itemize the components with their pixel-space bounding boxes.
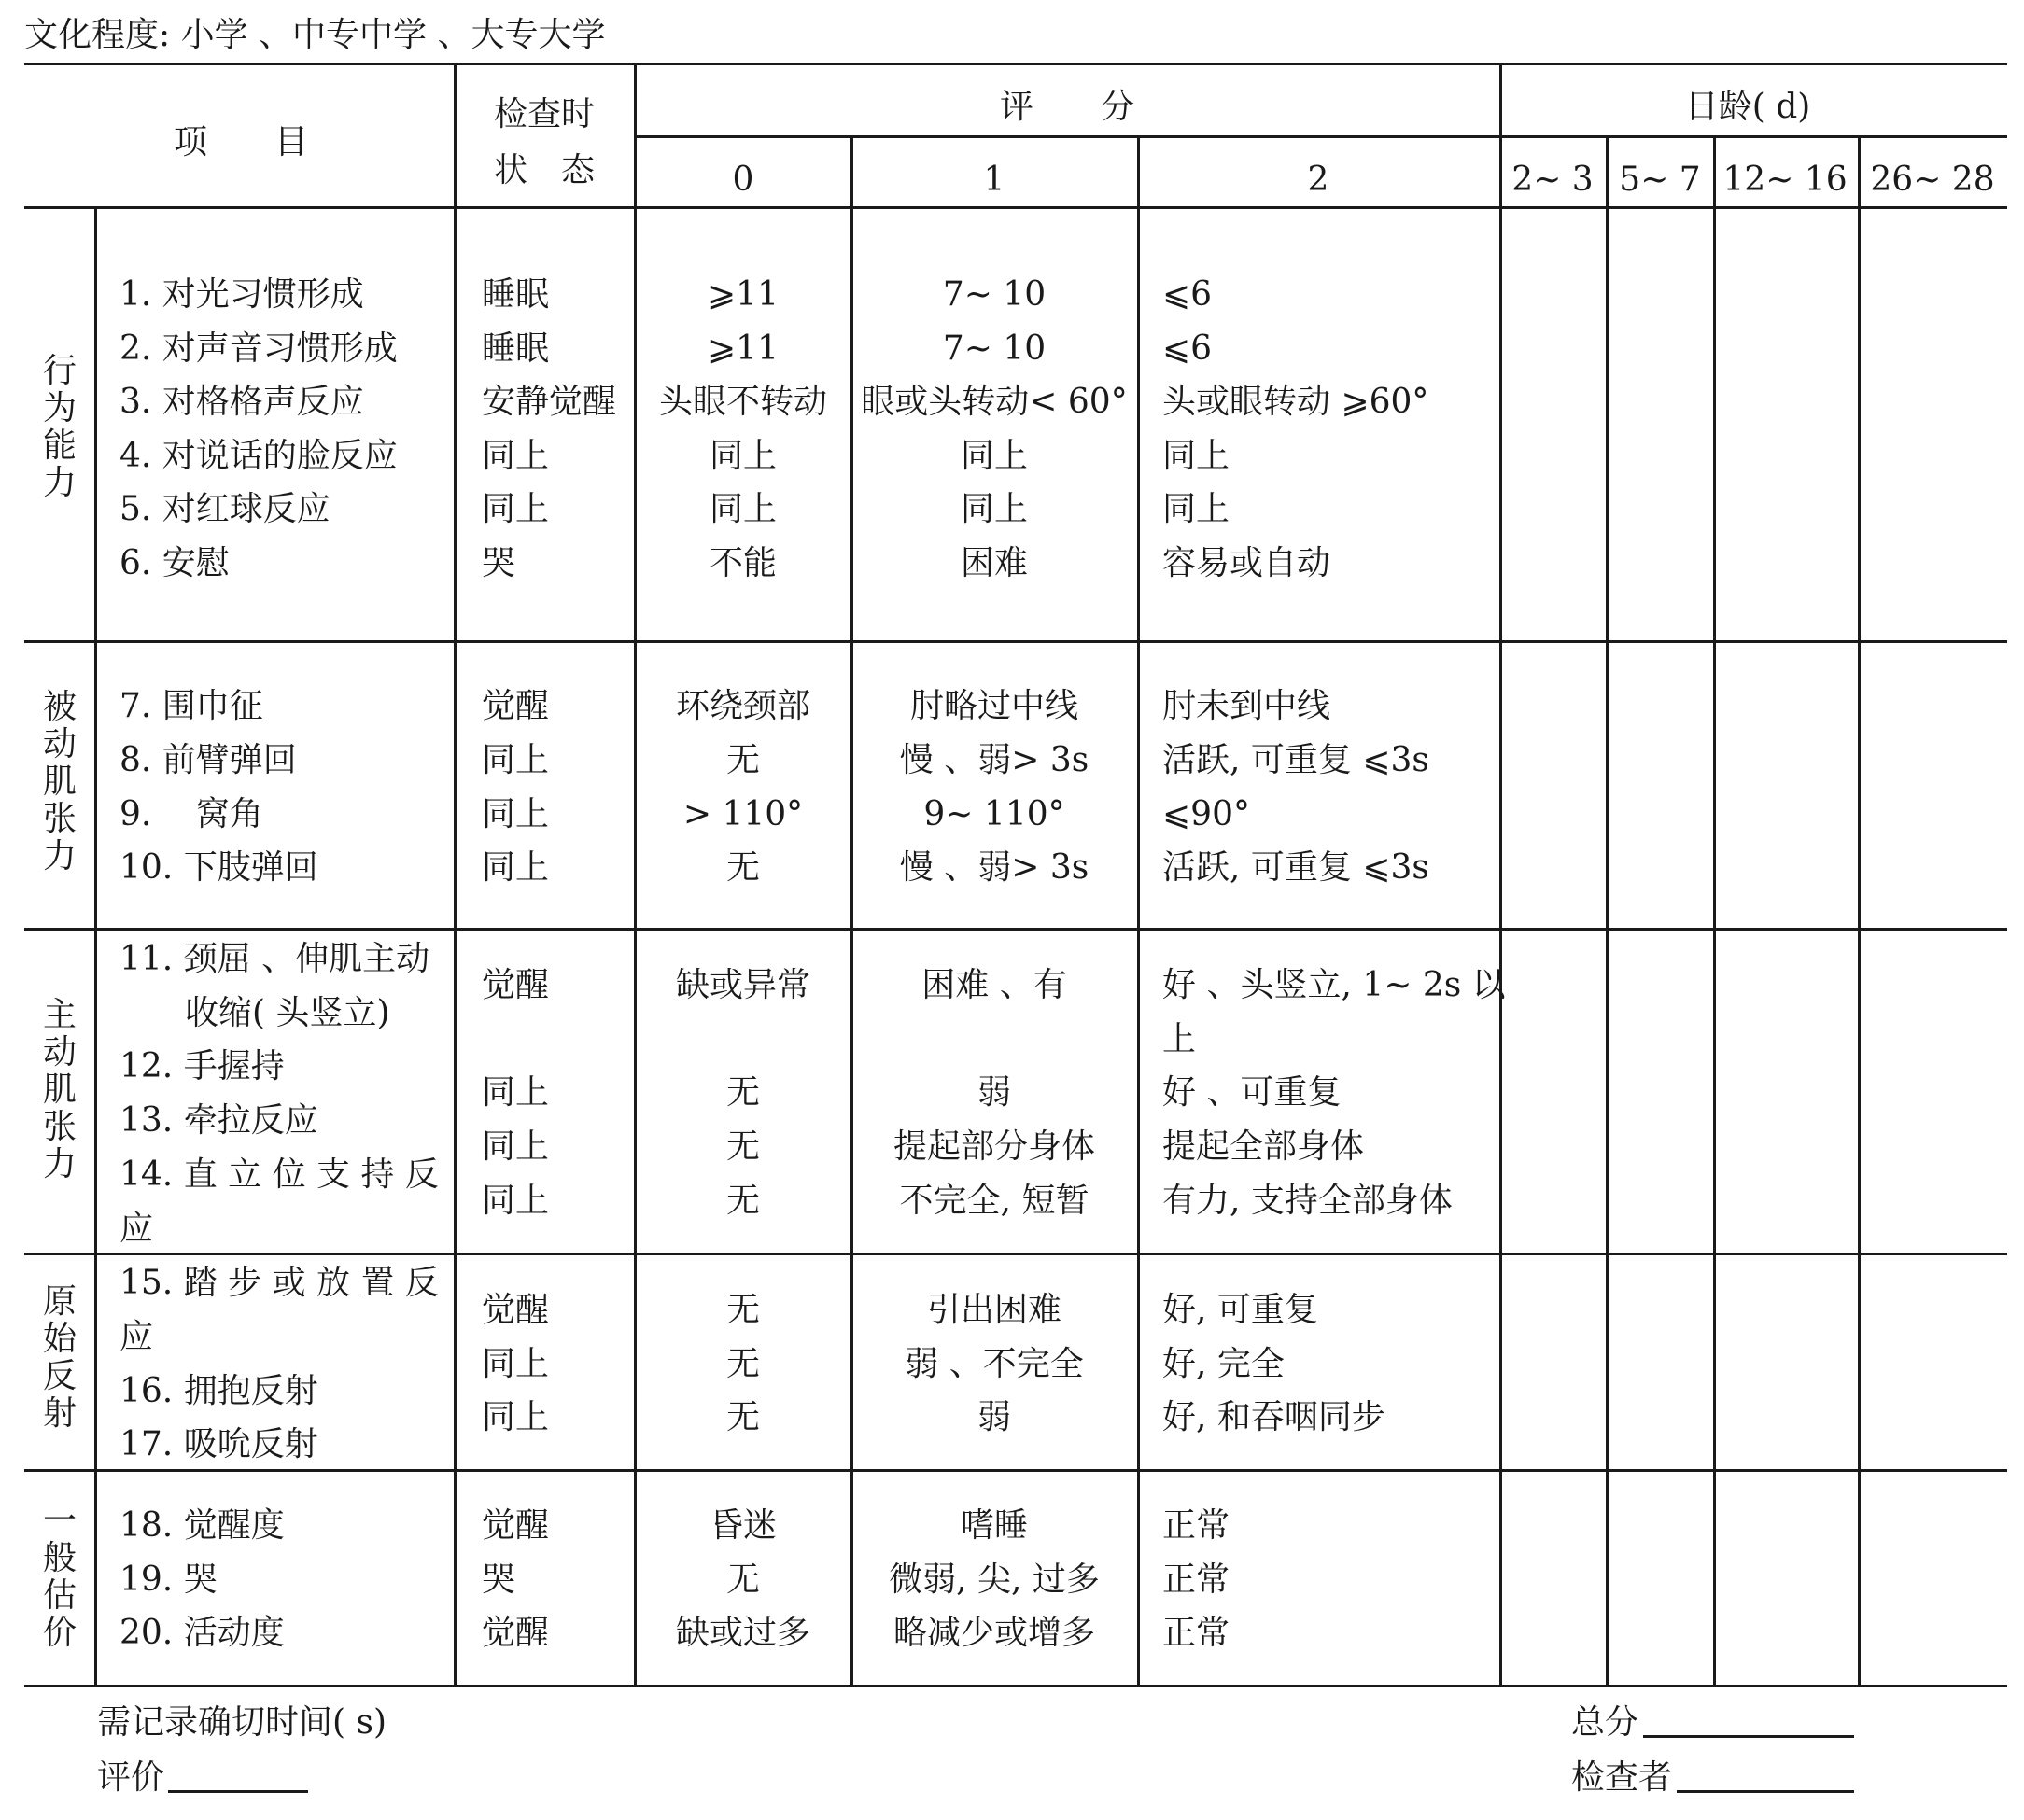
row-score-1: 嗜睡 [960,1506,1029,1545]
group-divider [24,928,2007,931]
row-score-2: 正常 [1162,1561,1230,1599]
evaluation-blank[interactable] [168,1790,308,1793]
row-score-2: 正常 [1162,1506,1230,1545]
row-score-2: 提起全部身体 [1162,1127,1365,1166]
column-rule [850,136,853,1686]
row-score-0: 昏迷 [709,1506,778,1545]
row-score-1: 9~ 110° [923,795,1065,833]
row-score-2-cont: 上 [1162,1020,1197,1058]
row-item-cont: 应 [119,1318,154,1356]
education-level: 文化程度: 小学 、中专中学 、大专大学 [24,16,606,54]
row-score-2: ⩽6 [1162,329,1213,368]
row-score-2: 好 、头竖立, 1~ 2s 以 [1162,966,1506,1004]
column-rule [1713,136,1716,1686]
column-rule [634,63,637,1686]
age-col-2-3: 2~ 3 [1511,161,1594,199]
row-score-0: 无 [725,1073,761,1112]
row-score-0: 无 [725,1182,761,1220]
time-note: 需记录确切时间( s) [97,1703,387,1742]
row-score-0: > 110° [682,795,804,833]
group-label: 被动肌张力 [42,688,77,875]
row-score-2: ⩽90° [1162,795,1250,833]
row-item: 19. 哭 [119,1561,218,1599]
header-state-line1: 检查时 [493,95,596,133]
row-score-1: 不完全, 短暂 [899,1182,1089,1220]
row-item: 11. 颈屈 、伸肌主动 [119,940,430,978]
table-top-rule [24,63,2007,65]
column-rule [1499,63,1502,1686]
row-score-2: ⩽6 [1162,275,1213,314]
header-age: 日龄( d) [1684,88,1811,126]
row-score-1: 弱 [977,1398,1012,1436]
row-item: 3. 对格格声反应 [119,383,364,421]
row-score-0: 同上 [709,437,778,475]
row-score-1: 困难 、有 [921,966,1067,1004]
row-score-0: 无 [725,1398,761,1436]
row-score-0: ⩾11 [708,329,779,368]
row-item: 8. 前臂弹回 [119,741,297,779]
score-col-1: 1 [983,161,1005,199]
row-score-0: 头眼不转动 [658,383,828,421]
group-divider [24,1253,2007,1255]
row-score-1: 引出困难 [926,1291,1062,1329]
row-item: 16. 拥抱反射 [119,1372,318,1410]
row-score-0: ⩾11 [708,275,779,314]
age-col-12-16: 12~ 16 [1722,161,1848,199]
row-state: 觉醒 [482,687,550,725]
row-item: 9. 窝角 [119,795,263,833]
row-item: 2. 对声音习惯形成 [119,329,398,368]
row-score-1: 慢 、弱> 3s [899,848,1089,887]
group-label: 行为能力 [42,352,77,502]
row-state: 同上 [482,1073,550,1112]
group-column-rule [94,207,97,1686]
row-state: 同上 [482,741,550,779]
column-rule [1606,136,1609,1686]
table-bottom-rule [24,1685,2007,1687]
row-score-1: 弱 、不完全 [905,1345,1084,1383]
row-score-2: 好, 和吞咽同步 [1162,1398,1385,1436]
row-state: 觉醒 [482,1291,550,1329]
row-score-2: 肘未到中线 [1162,687,1331,725]
row-score-0: 无 [725,1127,761,1166]
row-score-2: 好 、可重复 [1162,1073,1342,1112]
row-score-2: 正常 [1162,1614,1230,1652]
row-item: 1. 对光习惯形成 [119,275,364,314]
age-col-26-28: 26~ 28 [1870,161,1995,199]
row-score-1: 7~ 10 [942,329,1047,368]
row-score-0: 无 [725,1291,761,1329]
row-item-cont: 应 [119,1210,154,1248]
header-item: 项 目 [173,123,309,161]
row-score-1: 肘略过中线 [909,687,1079,725]
examiner-label: 检查者 [1571,1758,1673,1797]
row-score-0: 同上 [709,490,778,528]
row-state: 同上 [482,1398,550,1436]
row-item: 15. 踏 步 或 放 置 反 [119,1264,439,1302]
row-score-0: 无 [725,1561,761,1599]
row-state: 觉醒 [482,1614,550,1652]
column-rule [1858,136,1861,1686]
group-label: 原始反射 [42,1282,77,1433]
row-item: 5. 对红球反应 [119,490,330,528]
group-divider [24,1469,2007,1472]
score-col-0: 0 [732,161,754,199]
row-score-0: 不能 [709,544,778,582]
row-score-0: 无 [725,848,761,887]
header-state-line2: 状 态 [493,151,596,189]
row-score-1: 同上 [960,490,1029,528]
row-state: 同上 [482,1345,550,1383]
row-score-2: 容易或自动 [1162,544,1331,582]
row-score-2: 好, 可重复 [1162,1291,1318,1329]
header-bottom-rule [24,206,2007,209]
row-score-2: 头或眼转动 ⩾60° [1162,383,1429,421]
total-score-blank[interactable] [1643,1735,1854,1738]
row-item: 4. 对说话的脸反应 [119,437,398,475]
column-rule [1137,136,1140,1686]
row-score-0: 缺或异常 [675,966,811,1004]
row-score-1: 同上 [960,437,1029,475]
row-state: 睡眠 [482,329,550,368]
row-score-1: 眼或头转动< 60° [861,383,1128,421]
age-col-5-7: 5~ 7 [1619,161,1701,199]
examiner-blank[interactable] [1677,1790,1854,1793]
row-score-2: 活跃, 可重复 ⩽3s [1162,848,1429,887]
score-col-2: 2 [1307,161,1329,199]
row-score-1: 慢 、弱> 3s [899,741,1089,779]
row-state: 觉醒 [482,966,550,1004]
row-score-1: 7~ 10 [942,275,1047,314]
row-state: 同上 [482,437,550,475]
row-score-1: 弱 [977,1073,1012,1112]
row-item: 20. 活动度 [119,1614,285,1652]
age-header-rule [1501,135,2007,138]
row-state: 同上 [482,795,550,833]
group-label: 一般估价 [42,1502,77,1652]
row-score-2: 活跃, 可重复 ⩽3s [1162,741,1429,779]
score-header-rule [635,135,1501,138]
row-score-2: 同上 [1162,490,1230,528]
row-score-2: 同上 [1162,437,1230,475]
row-item: 12. 手握持 [119,1047,285,1085]
row-item-cont: 收缩( 头竖立) [185,994,390,1032]
row-score-2: 有力, 支持全部身体 [1162,1182,1453,1220]
evaluation-label: 评价 [97,1758,165,1797]
header-score: 评 分 [999,88,1135,126]
row-score-1: 困难 [960,544,1029,582]
row-score-1: 微弱, 尖, 过多 [889,1561,1100,1599]
row-item: 7. 围巾征 [119,687,263,725]
row-state: 同上 [482,848,550,887]
row-item: 6. 安慰 [119,544,230,582]
row-item: 10. 下肢弹回 [119,848,318,887]
row-score-0: 环绕颈部 [675,687,811,725]
row-score-1: 提起部分身体 [893,1127,1096,1166]
row-item: 13. 牵拉反应 [119,1101,318,1140]
column-rule [454,63,457,1686]
row-score-2: 好, 完全 [1162,1345,1285,1383]
row-state: 同上 [482,490,550,528]
row-score-0: 无 [725,741,761,779]
row-item: 14. 直 立 位 支 持 反 [119,1155,439,1194]
row-state: 觉醒 [482,1506,550,1545]
row-item: 18. 觉醒度 [119,1506,285,1545]
row-state: 睡眠 [482,275,550,314]
total-score-label: 总分 [1571,1703,1639,1742]
row-state: 同上 [482,1182,550,1220]
group-label: 主动肌张力 [42,996,77,1183]
row-score-1: 略减少或增多 [893,1614,1096,1652]
row-state: 哭 [482,544,516,582]
group-divider [24,640,2007,643]
row-score-0: 无 [725,1345,761,1383]
row-item: 17. 吸吮反射 [119,1425,318,1463]
row-score-0: 缺或过多 [675,1614,811,1652]
row-state: 同上 [482,1127,550,1166]
row-state: 哭 [482,1561,516,1599]
row-state: 安静觉醒 [482,383,617,421]
